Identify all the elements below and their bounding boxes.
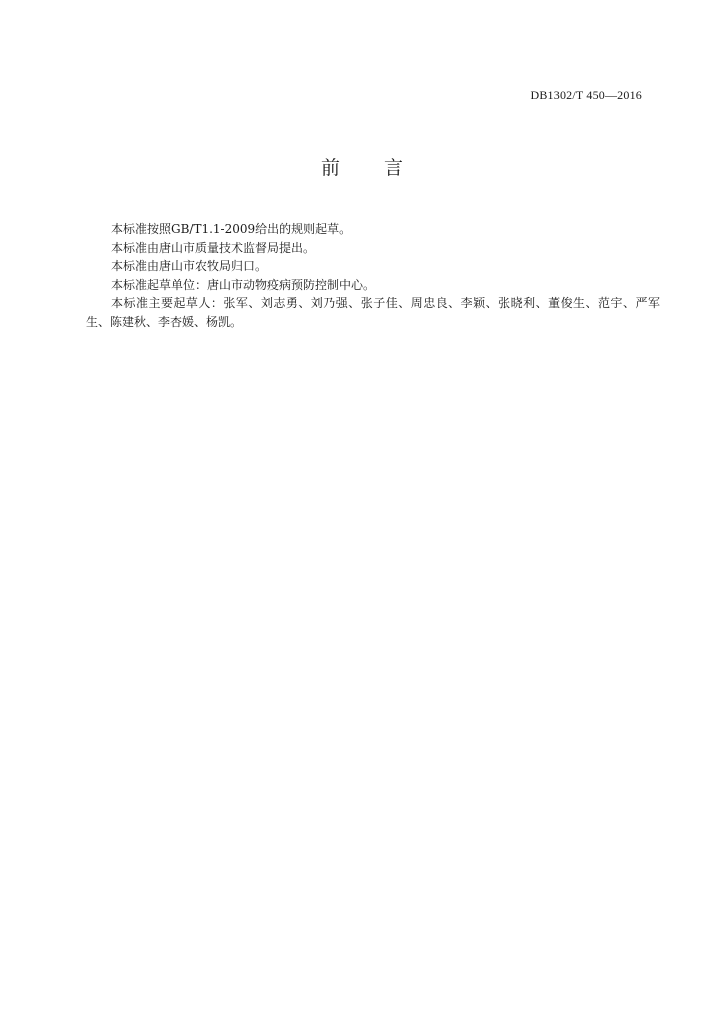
foreword-body bbox=[86, 220, 660, 332]
paragraph-proposer: 本标准由唐山市质量技术监督局提出。 bbox=[111, 240, 316, 255]
page-title bbox=[0, 156, 724, 180]
paragraph-drafting-rules: 本标准按照GB/T1.1-2009给出的规则起草。 bbox=[111, 222, 352, 236]
paragraph-administrator: 本标准由唐山市农牧局归口。 bbox=[111, 259, 268, 274]
paragraph-drafters: 本标准主要起草人：张军、刘志勇、刘乃强、张子佳、周忠良、李颖、张晓利、董俊生、范宇、严军生、陈建秋、李杏媛、杨凯。 bbox=[86, 296, 660, 329]
paragraph-drafting-unit: 本标准起草单位：唐山市动物疫病预防控制中心。 bbox=[111, 277, 376, 292]
standard-code: DB1302/T 450—2016 bbox=[530, 88, 642, 102]
title-char-1: 前 bbox=[320, 157, 340, 179]
title-char-2: 言 bbox=[384, 157, 404, 179]
